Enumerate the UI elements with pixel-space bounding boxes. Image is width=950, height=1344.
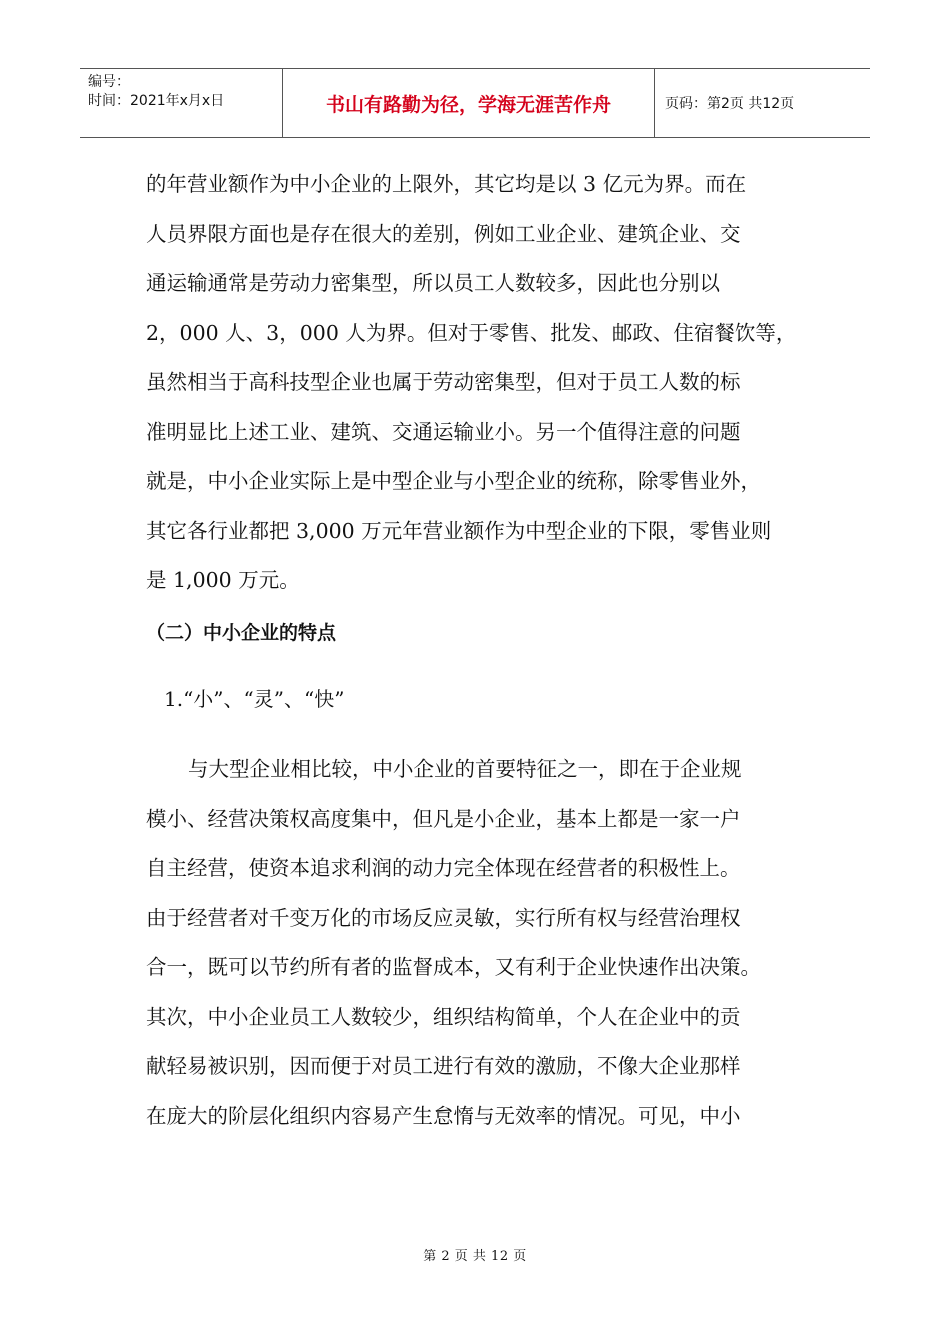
- section-heading: （二）中小企业的特点: [146, 622, 337, 644]
- date-label: 时间：2021年x月x日: [88, 93, 225, 109]
- text-line: 合一，既可以节约所有者的监督成本，又有利于企业快速作出决策。: [146, 955, 761, 979]
- paragraph-1: [146, 162, 826, 608]
- header-page-info: 页码：第2页 共12页: [665, 96, 795, 112]
- subheading: 1.“小”、“灵”、“快”: [164, 687, 345, 711]
- header-motto: 书山有路勤为径，学海无涯苦作舟: [283, 69, 655, 137]
- page-footer: 第 2 页 共 12 页: [423, 1249, 527, 1264]
- text-line: 准明显比上述工业、建筑、交通运输业小。另一个值得注意的问题: [146, 419, 741, 444]
- text-line: 是 1,000 万元。: [146, 568, 300, 592]
- text-line: 的年营业额作为中小企业的上限外，其它均是以 3 亿元为界。而在: [146, 172, 747, 196]
- text-line: 献轻易被识别，因而便于对员工进行有效的激励，不像大企业那样: [146, 1054, 741, 1078]
- code-label: 编号：: [88, 74, 130, 90]
- text-line: 通运输通常是劳动力密集型，所以员工人数较多，因此也分别以: [146, 271, 720, 295]
- text-line: 模小、经营决策权高度集中，但凡是小企业，基本上都是一家一户: [146, 806, 741, 831]
- paragraph-2: [146, 747, 826, 1143]
- text-line: 人员界限方面也是存在很大的差别，例如工业企业、建筑企业、交: [146, 221, 741, 246]
- text-line: 虽然相当于高科技型企业也属于劳动密集型，但对于员工人数的标: [146, 370, 741, 394]
- text-line: 其它各行业都把 3,000 万元年营业额作为中型企业的下限，零售业则: [146, 518, 772, 543]
- text-line: 就是，中小企业实际上是中型企业与小型企业的统称，除零售业外，: [146, 469, 761, 493]
- text-line: 在庞大的阶层化组织内容易产生怠惰与无效率的情况。可见，中小: [146, 1103, 741, 1128]
- page-header: [80, 68, 870, 138]
- text-line: 其次，中小企业员工人数较少，组织结构简单，个人在企业中的贡: [146, 1004, 741, 1029]
- text-line: 由于经营者对千变万化的市场反应灵敏，实行所有权与经营治理权: [146, 905, 741, 930]
- text-line: 自主经营，使资本追求利润的动力完全体现在经营者的积极性上。: [146, 856, 741, 880]
- header-meta: [80, 69, 283, 137]
- text-line: 2，000 人、3，000 人为界。但对于零售、批发、邮政、住宿餐饮等，: [146, 320, 797, 345]
- text-line: 与大型企业相比较，中小企业的首要特征之一，即在于企业规: [188, 757, 742, 781]
